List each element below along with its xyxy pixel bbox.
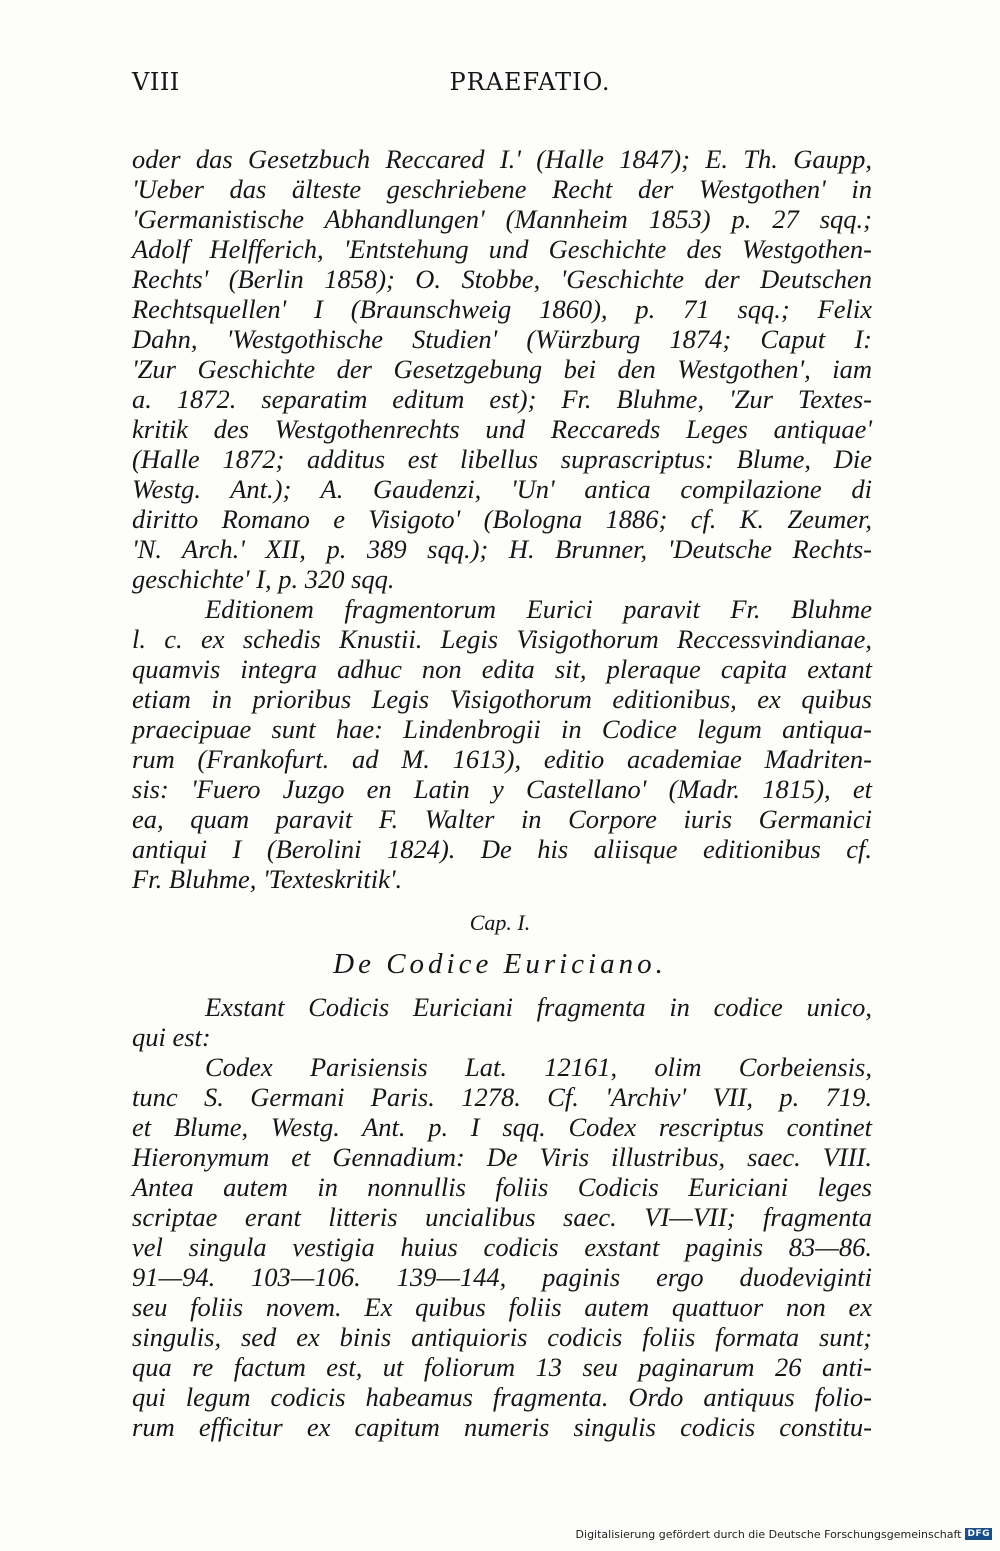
text-line: Adolf Helfferich, 'Entstehung und Geschichte des Westgothen-: [132, 234, 872, 264]
text-line: seu foliis novem. Ex quibus foliis autem quattuor non ex: [132, 1292, 872, 1322]
text-line: 'N. Arch.' XII, p. 389 sqq.); H. Brunner, 'Deutsche Rechts-: [132, 534, 872, 564]
text-line: Editionem fragmentorum Eurici paravit Fr. Bluhme: [205, 594, 872, 624]
text-line: a. 1872. separatim editum est); Fr. Bluhme, 'Zur Textes-: [132, 384, 872, 414]
text-line: qui est:: [132, 1022, 211, 1052]
text-line: (Halle 1872; additus est libellus suprascriptus: Blume, Die: [132, 444, 872, 474]
text-line: l. c. ex schedis Knustii. Legis Visigothorum Reccessvindianae,: [132, 624, 872, 654]
text-line: Exstant Codicis Euriciani fragmenta in codice unico,: [205, 992, 872, 1022]
text-line: Rechts' (Berlin 1858); O. Stobbe, 'Geschichte der Deutschen: [132, 264, 872, 294]
text-line: Antea autem in nonnullis foliis Codicis Euriciani leges: [132, 1172, 872, 1202]
text-line: Fr. Bluhme, 'Texteskritik'.: [132, 864, 403, 894]
text-line: qui legum codicis habeamus fragmenta. Ordo antiquus folio-: [132, 1382, 872, 1412]
page-number: VIII: [132, 68, 180, 96]
dfg-logo-icon: DFG: [967, 1529, 990, 1539]
text-line: antiqui I (Berolini 1824). De his aliisque editionibus cf.: [132, 834, 872, 864]
text-line: vel singula vestigia huius codicis exstant paginis 83—86.: [132, 1232, 872, 1262]
credit-text: Digitalisierung gefördert durch die Deutsche Forschungsgemeinschaft: [575, 1527, 962, 1541]
text-line: 'Germanistische Abhandlungen' (Mannheim 1853) p. 27 sqq.;: [132, 204, 872, 234]
text-line: quamvis integra adhuc non edita sit, pleraque capita extant: [132, 654, 872, 684]
text-line: sis: 'Fuero Juzgo en Latin y Castellano' (Madr. 1815), et: [132, 774, 872, 804]
text-line: Hieronymum et Gennadium: De Viris illustribus, saec. VIII.: [132, 1142, 872, 1172]
digitization-credit: [576, 1525, 992, 1543]
text-line: praecipuae sunt hae: Lindenbrogii in Codice legum antiqua-: [132, 714, 872, 744]
page-header: [132, 68, 868, 108]
text-line: scriptae erant litteris uncialibus saec. VI—VII; fragmenta: [132, 1202, 872, 1232]
text-line: diritto Romano e Visigoto' (Bologna 1886; cf. K. Zeumer,: [132, 504, 872, 534]
text-line: et Blume, Westg. Ant. p. I sqq. Codex rescriptus continet: [132, 1112, 872, 1142]
text-line: qua re factum est, ut foliorum 13 seu paginarum 26 anti-: [132, 1352, 872, 1382]
text-line: 91—94. 103—106. 139—144, paginis ergo duodeviginti: [132, 1262, 872, 1292]
text-line: kritik des Westgothenrechts und Reccareds Leges antiquae': [132, 414, 872, 444]
text-line: singulis, sed ex binis antiquioris codicis foliis formata sunt;: [132, 1322, 872, 1352]
text-line: 'Zur Geschichte der Gesetzgebung bei den Westgothen', iam: [132, 354, 872, 384]
text-line: Westg. Ant.); A. Gaudenzi, 'Un' antica compilazione di: [132, 474, 872, 504]
text-line: Codex Parisiensis Lat. 12161, olim Corbeiensis,: [205, 1052, 872, 1082]
text-line: etiam in prioribus Legis Visigothorum editionibus, ex quibus: [132, 684, 872, 714]
text-line: ea, quam paravit F. Walter in Corpore iuris Germanici: [132, 804, 872, 834]
text-line: oder das Gesetzbuch Reccared I.' (Halle 1847); E. Th. Gaupp,: [132, 144, 872, 174]
text-line: 'Ueber das älteste geschriebene Recht der Westgothen' in: [132, 174, 872, 204]
text-line: geschichte' I, p. 320 sqq.: [132, 564, 395, 594]
chapter-title: De Codice Euriciano.: [333, 948, 667, 980]
text-line: rum efficitur ex capitum numeris singulis codicis constitu-: [132, 1412, 872, 1442]
text-line: tunc S. Germani Paris. 1278. Cf. 'Archiv' VII, p. 719.: [132, 1082, 872, 1112]
running-head: PRAEFATIO.: [449, 68, 611, 96]
text-line: Rechtsquellen' I (Braunschweig 1860), p. 71 sqq.; Felix: [132, 294, 872, 324]
chapter-label: Cap. I.: [469, 910, 531, 935]
text-line: rum (Frankofurt. ad M. 1613), editio academiae Madriten-: [132, 744, 872, 774]
text-line: Dahn, 'Westgothische Studien' (Würzburg 1874; Caput I:: [132, 324, 872, 354]
